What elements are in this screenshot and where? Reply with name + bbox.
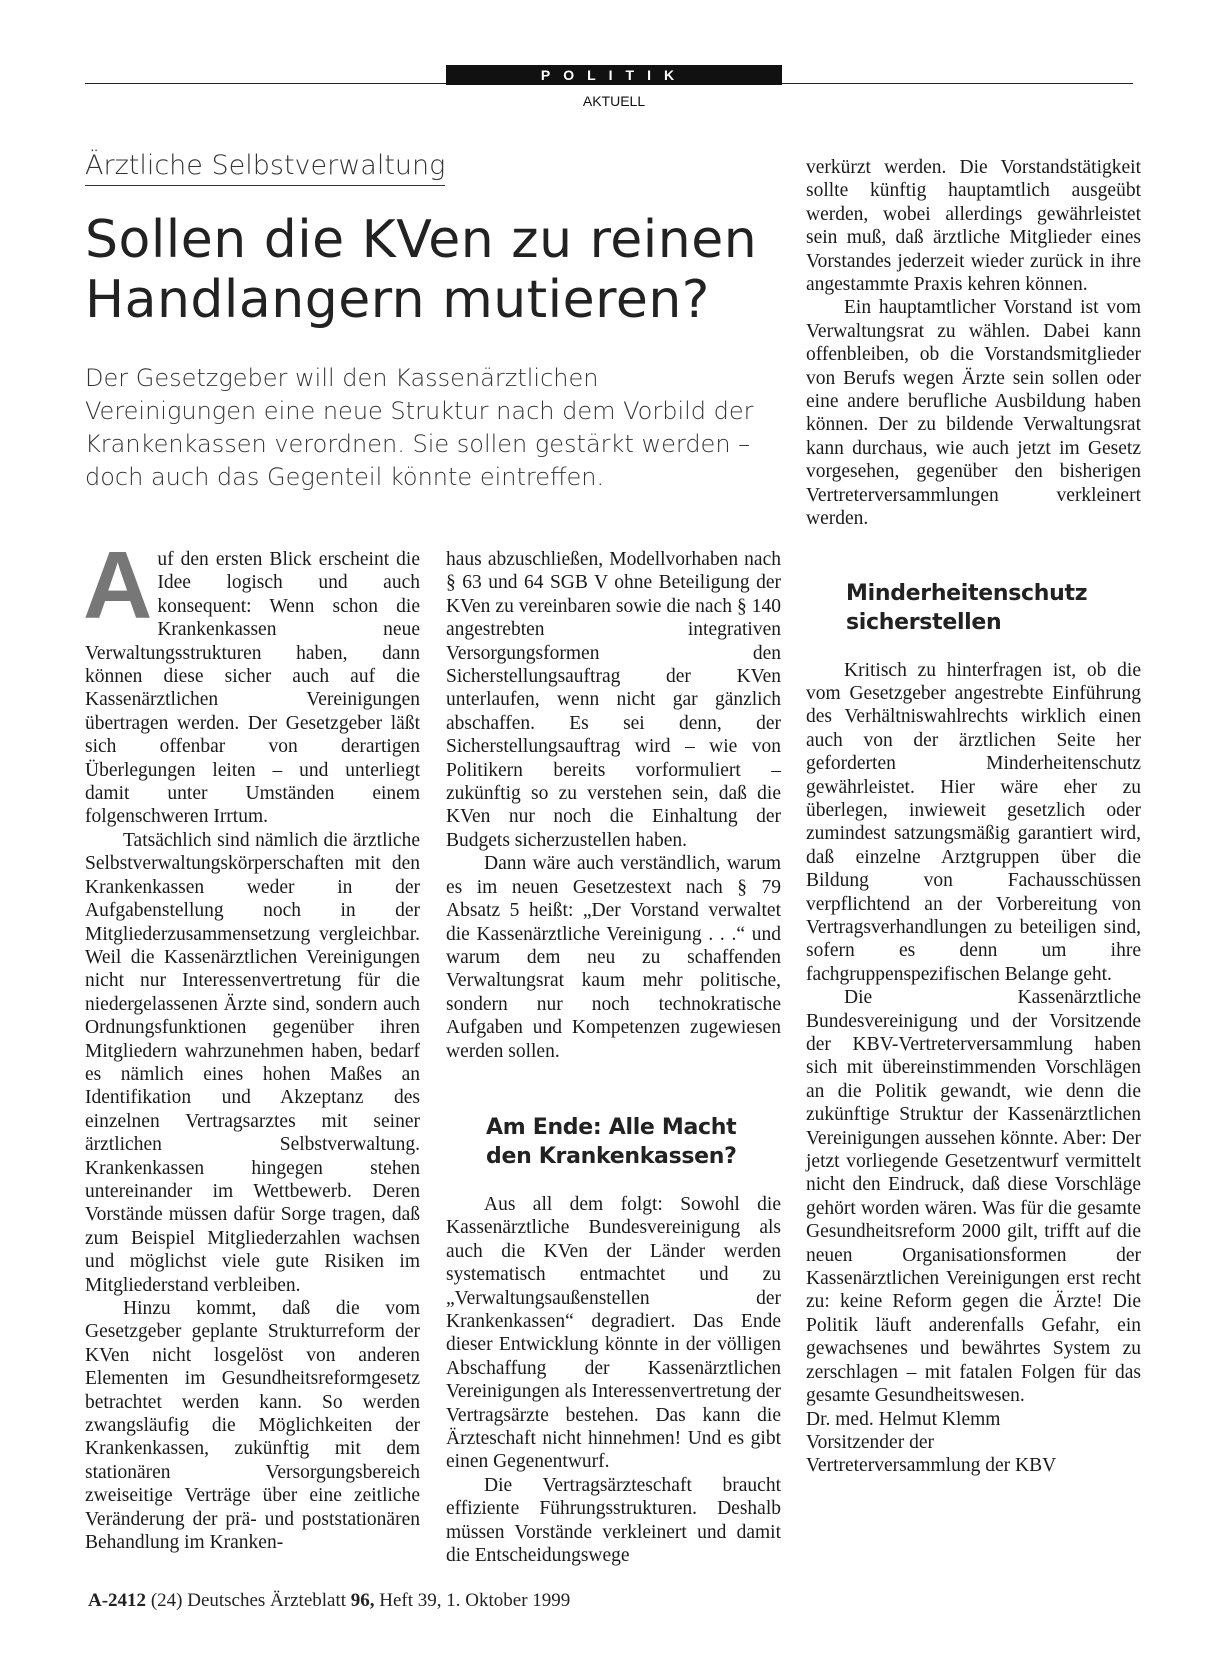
subheading-line-2: den Krankenkassen? xyxy=(486,1143,737,1169)
drop-cap: A xyxy=(83,532,153,639)
article-lead: Der Gesetzgeber will den Kassenärztlichen Vereinigungen eine neue Struktur nach dem Vorbild der Krankenkassen verordnen. Sie sollen gestärkt werden – doch auch das Gegenteil könnte eintreffen. xyxy=(85,364,754,491)
subheading xyxy=(806,579,1141,637)
author-signature xyxy=(806,1408,1141,1478)
article-headline xyxy=(85,210,765,330)
subheading-line-1: Am Ende: Alle Macht xyxy=(486,1114,737,1140)
section-label: POLITIK xyxy=(446,65,782,85)
headline-line-2: Handlangern mutieren? xyxy=(85,270,710,330)
headline-line-1: Sollen die KVen zu reinen xyxy=(85,210,758,270)
paragraph: Dann wäre auch verständlich, warum es im neuen Gesetzestext nach § 79 Absatz 5 heißt: „Der Vorstand verwaltet die Kassenärztliche Vereinigung . . .“ und warum dem neu zu schaffenden Verwaltungsrat kaum mehr politische, sondern nur noch technokratische Aufgaben und Kompetenzen zugewiesen werden sollen. xyxy=(446,853,781,1062)
subheading-line-2: sicherstellen xyxy=(846,609,1002,635)
subsection-label: AKTUELL xyxy=(582,93,646,109)
paragraph: Tatsächlich sind nämlich die ärztliche Selbstverwaltungskörperschaften mit den Krankenkassen weder in der Aufgabenstellung noch in der Mitgliederzusammensetzung vergleichbar. Weil die Kassenärztlichen Vereinigungen nicht nur Interessenvertretung für die niedergelassenen Ärzte sind, sondern auch Ordnungsfunktionen gegenüber ihren Mitgliedern wahrzunehmen haben, bedarf es nämlich eines hohen Maßes an Identifikation und Akzeptanz des einzelnen Vertragsarztes mit seiner ärztlichen Selbstverwaltung. Krankenkassen hingegen stehen untereinander im Wettbewerb. Deren Vorstände müssen dafür Sorge tragen, daß zum Beispiel Mitgliederzahlen wachsen und möglichst viele gute Risiken im Mitgliederstand verbleiben. xyxy=(85,829,420,1296)
subheading-line-1: Minderheitenschutz xyxy=(846,580,1088,606)
subheading xyxy=(446,1113,781,1171)
paragraph xyxy=(83,532,420,829)
author-title: Vertreterversammlung der KBV xyxy=(806,1455,1057,1477)
volume-number: 96, xyxy=(350,1590,375,1611)
column-1 xyxy=(83,532,420,1554)
author-title: Vorsitzender der xyxy=(806,1431,934,1453)
column-2 xyxy=(446,548,781,1567)
paragraph-text: uf den ersten Blick erscheint die Idee logisch und auch konsequent: Wenn schon die Krankenkassen neue Verwaltungsstrukturen haben, dann können diese sicher auch auf die Kassenärztlichen Vereinigungen übertragen werden. Der Gesetzgeber läßt sich offenbar von derartigen Überlegungen leiten – und unterliegt damit unter Umständen einem folgenschweren Irrtum. xyxy=(85,549,420,828)
issue-prefix: (24) Deutsches Ärzteblatt xyxy=(150,1590,347,1611)
page-number: A-2412 xyxy=(88,1590,147,1611)
author-name: Dr. med. Helmut Klemm xyxy=(806,1408,1001,1430)
paragraph: Die Vertragsärzteschaft braucht effiziente Führungsstrukturen. Deshalb müssen Vorstände verkleinert und damit die Entscheidungswege xyxy=(446,1474,781,1567)
paragraph: Ein hauptamtlicher Vorstand ist vom Verwaltungsrat zu wählen. Dabei kann offenbleiben, ob die Vorstandsmitglieder von Berufs wegen Ärzte sein sollen oder eine andere berufliche Ausbildung haben können. Der zu bildende Verwaltungsrat kann durchaus, wie auch jetzt im Gesetz vorgesehen, gegenüber den bisherigen Vertreterversammlungen verkleinert werden. xyxy=(806,297,1141,530)
paragraph: Hinzu kommt, daß die vom Gesetzgeber geplante Strukturreform der KVen nicht losgelöst von anderen Elementen im Gesundheitsreformgesetz betrachtet werden kann. So werden zwangsläufig die Möglichkeiten der Krankenkassen, zukünftig mit dem stationären Versorgungsbereich zweiseitige Verträge über eine zeitliche Veränderung der prä- und poststationären Behandlung im Kranken- xyxy=(85,1298,420,1554)
page-footer xyxy=(88,1590,570,1612)
paragraph: Kritisch zu hinterfragen ist, ob die vom Gesetzgeber angestrebte Einführung des Verhältniswahlrechts wirklich einen auch von der ärztlichen Seite her geforderten Minderheitenschutz gewährleistet. Hier wäre eher zu überlegen, inwieweit gesetzlich oder zumindest satzungsmäßig garantiert wird, daß einzelne Arztgruppen über die Bildung von Fachausschüssen verpflichtend an der Vorbereitung von Vertragsverhandlungen zu beteiligen sind, sofern es denn um ihre fachgruppenspezifischen Belange geht. xyxy=(806,659,1141,985)
article-kicker: Ärztliche Selbstverwaltung xyxy=(85,150,445,186)
column-3 xyxy=(806,156,1141,1478)
paragraph: Die Kassenärztliche Bundesvereinigung und der Vorsitzende der KBV-Vertreterversammlung haben sich mit übereinstimmenden Vorschlägen an die Politik gewandt, wie denn die zukünftige Struktur der Kassenärztlichen Vereinigungen aussehen könnte. Aber: Der jetzt vorliegende Gesetzentwurf vermittelt nicht den Eindruck, daß diese Vorschläge gehört worden wären. Was für die gesamte Gesundheitsreform 2000 gilt, trifft auf die neuen Organisationsformen der Kassenärztlichen Vereinigungen erst recht zu: keine Reform gegen die Ärzte! Die Politik läuft anderenfalls Gefahr, ein gewachsenes und bewährtes System zu zerschlagen – mit fatalen Folgen für das gesamte Gesundheitswesen. xyxy=(806,987,1141,1407)
paragraph: Aus all dem folgt: Sowohl die Kassenärztliche Bundesvereinigung als auch die KVen der Länder werden systematisch entmachtet und zu „Verwaltungsaußenstellen der Krankenkassen“ degradiert. Das Ende dieser Entwicklung könnte in der völligen Abschaffung der Kassenärztlichen Vereinigungen als Interessenvertretung der Vertragsärzte bestehen. Das kann die Ärzteschaft nicht hinnehmen! Und es gibt einen Gegenentwurf. xyxy=(446,1193,781,1473)
paragraph: verkürzt werden. Die Vorstandstätigkeit sollte künftig hauptamtlich ausgeübt werden, wobei allerdings gewährleistet sein muß, daß ärztliche Mitglieder eines Vorstandes jederzeit wieder zurück in ihre angestammte Praxis kehren können. xyxy=(806,157,1141,296)
issue-info: Heft 39, 1. Oktober 1999 xyxy=(379,1590,571,1611)
paragraph: haus abzuschließen, Modellvorhaben nach § 63 und 64 SGB V ohne Beteiligung der KVen zu vereinbaren sowie die nach § 140 angestrebten integrativen Versorgungsformen den Sicherstellungsauftrag der KVen unterlaufen, wenn nicht gar gänzlich abschaffen. Es sei denn, der Sicherstellungsauftrag wird – wie von Politikern bereits vorformuliert – zukünftig so zu verstehen sein, daß die KVen nur noch die Einhaltung der Budgets sicherzustellen haben. xyxy=(446,549,781,851)
